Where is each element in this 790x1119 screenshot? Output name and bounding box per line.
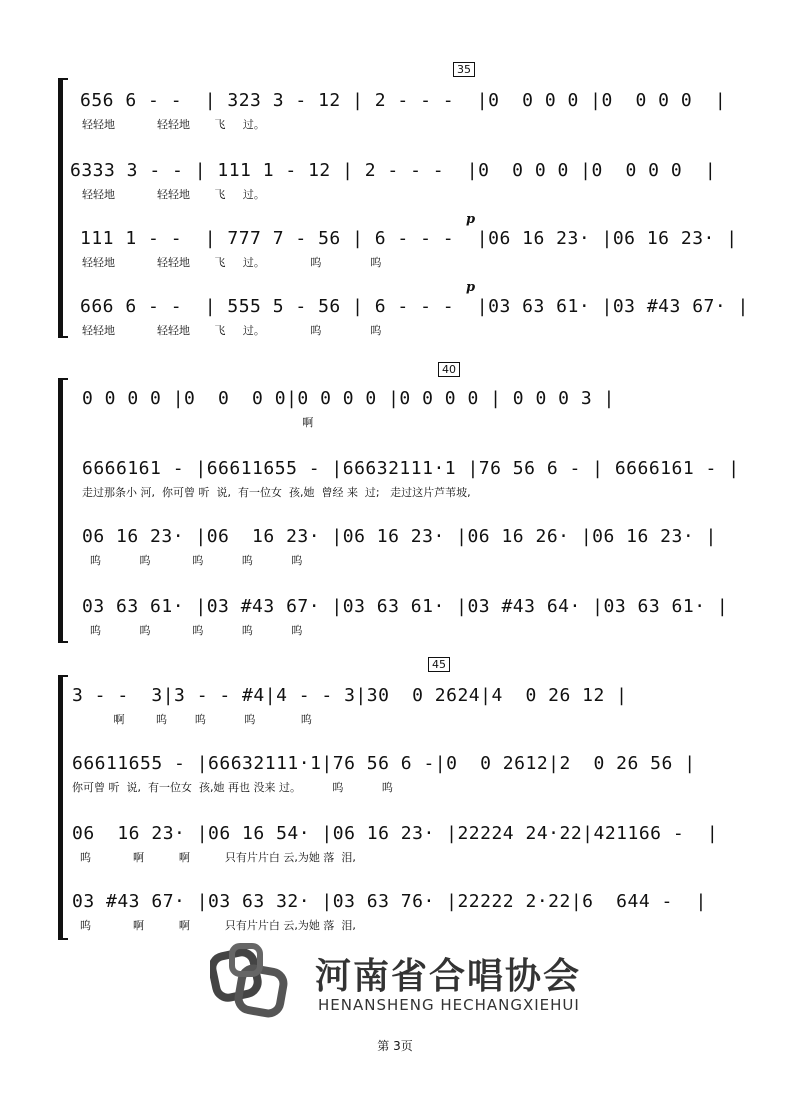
measure-number: 35 (453, 62, 475, 77)
staff-line-alto (0, 160, 790, 220)
staff-line-bass (0, 280, 790, 356)
logo-chinese-name: 河南省合唱协会 (315, 956, 582, 997)
staff-line-soprano (0, 388, 790, 448)
notes: 3 - - 3|3 - - #4|4 - - 3|30 0 2624|4 0 26 12 | (72, 685, 628, 706)
notes: 03 #43 67· |03 63 32· |03 63 76· |22222 2·22|6 644 - | (72, 891, 707, 912)
dynamic-mark: p (466, 280, 476, 295)
staff-line-soprano (0, 685, 790, 745)
choir-association-logo (210, 940, 590, 1035)
notes: 0 0 0 0 |0 0 0 0|0 0 0 0 |0 0 0 0 | 0 0 0 3 | (82, 388, 615, 409)
lyrics: 走过那条小 河, 你可曾 听 说, 有一位女 孩,她 曾经 来 过; 走过这片芦苇坡, (82, 486, 471, 499)
lyrics: 呜 啊 啊 只有片片白 云,为她 落 泪, (80, 851, 356, 864)
notes: 03 63 61· |03 #43 67· |03 63 61· |03 #43 64· |03 63 61· | (82, 596, 729, 617)
notes: 6666161 - |66611655 - |66632111·1 |76 56 6 - | 6666161 - | (82, 458, 740, 479)
page-number: 第 3页 (377, 1039, 413, 1053)
measure-number: 45 (428, 657, 450, 672)
notes: 06 16 23· |06 16 54· |06 16 23· |22224 24·22|421166 - | (72, 823, 719, 844)
lyrics: 啊 (82, 416, 314, 429)
staff-line-tenor (0, 212, 790, 288)
staff-line-tenor (0, 526, 790, 586)
lyrics: 轻轻地 轻轻地 飞 过。 (82, 188, 265, 201)
notes: 666 6 - - | 555 5 - 56 | 6 - - - |03 63 61· |03 #43 67· | (80, 296, 749, 317)
notes: 6333 3 - - | 111 1 - 12 | 2 - - - |0 0 0 0 |0 0 0 0 | (70, 160, 717, 181)
lyrics: 轻轻地 轻轻地 飞 过。 呜 呜 (82, 324, 382, 337)
lyrics: 轻轻地 轻轻地 飞 过。 呜 呜 (82, 256, 382, 269)
lyrics: 呜 啊 啊 只有片片白 云,为她 落 泪, (80, 919, 356, 932)
staff-line-alto (0, 458, 790, 518)
notes: 111 1 - - | 777 7 - 56 | 6 - - - |06 16 23· |06 16 23· | (80, 228, 738, 249)
logo-english-name: HENANSHENG HECHANGXIEHUI (318, 996, 580, 1014)
staff-line-tenor (0, 823, 790, 883)
measure-number: 40 (438, 362, 460, 377)
notes: 656 6 - - | 323 3 - 12 | 2 - - - |0 0 0 0 |0 0 0 0 | (80, 90, 727, 111)
lyrics: 呜 呜 呜 呜 呜 (90, 554, 303, 567)
notes: 06 16 23· |06 16 23· |06 16 23· |06 16 26· |06 16 23· | (82, 526, 717, 547)
dynamic-mark: p (466, 212, 476, 227)
staff-line-soprano (0, 90, 790, 150)
notes: 66611655 - |66632111·1|76 56 6 -|0 0 2612|2 0 26 56 | (72, 753, 696, 774)
lyrics: 你可曾 听 说, 有一位女 孩,她 再也 没来 过。 呜 呜 (72, 781, 393, 794)
lyrics: 呜 呜 呜 呜 呜 (90, 624, 303, 637)
staff-line-bass (0, 596, 790, 656)
lyrics: 啊 呜 呜 呜 呜 (82, 713, 312, 726)
lyrics: 轻轻地 轻轻地 飞 过。 (82, 118, 265, 131)
staff-line-alto (0, 753, 790, 813)
chain-links-icon (210, 940, 300, 1030)
